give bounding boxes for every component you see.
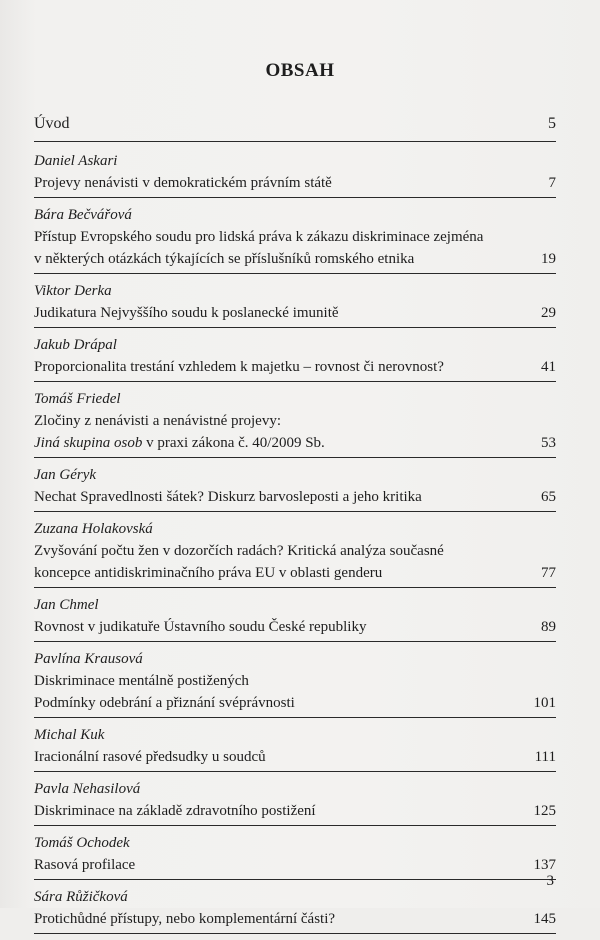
toc-page-number: 101 [533,695,556,711]
toc-author: Daniel Askari [34,153,118,169]
toc-entry[interactable] [34,388,556,458]
toc-page-number: 89 [541,619,556,635]
toc-page-number: 125 [533,803,556,819]
toc-entry[interactable] [34,724,556,772]
toc-entry-title: Nechat Spravedlnosti šátek? Diskurz barvosleposti a jeho kritika [34,489,422,505]
toc-entry-title: Zločiny z nenávisti a nenávistné projevy: [34,413,282,429]
toc-entry-title: Přístup Evropského soudu pro lidská práva k zákazu diskriminace zejména [34,229,484,245]
toc-author: Tomáš Ochodek [34,835,130,851]
toc-entry[interactable] [34,204,556,274]
toc-entry-intro[interactable] [34,113,556,142]
toc-entry-title: Judikatura Nejvyššího soudu k poslanecké imunitě [34,305,339,321]
toc-author: Zuzana Holakovská [34,521,153,537]
toc-page-number: 29 [541,305,556,321]
toc-entry[interactable] [34,832,556,880]
toc-entry[interactable] [34,150,556,198]
toc-page-number: 19 [541,251,556,267]
page-title: OBSAH [265,60,335,81]
toc-entry[interactable] [34,648,556,718]
toc-entry-title: Diskriminace mentálně postižených [34,673,249,689]
toc-entry-title: Rasová profilace [34,857,136,873]
toc-entry[interactable] [34,886,556,934]
toc-page-number: 137 [533,857,556,873]
toc-author: Tomáš Friedel [34,391,121,407]
toc-page-number: 5 [548,115,556,132]
toc-page-number: 77 [541,565,556,581]
table-of-contents [34,113,556,940]
toc-entry-title: Projevy nenávisti v demokratickém právním státě [34,175,332,191]
toc-author: Bára Bečvářová [34,207,132,223]
toc-author: Jan Géryk [34,467,97,483]
page-number: 3 [546,873,554,889]
toc-page-number: 65 [541,489,556,505]
toc-page-number: 7 [548,175,556,191]
toc-author: Pavla Nehasilová [34,781,141,797]
toc-page-number: 111 [534,749,556,765]
toc-entry-title: Protichůdné přístupy, nebo komplementární části? [34,911,336,927]
toc-entry[interactable] [34,464,556,512]
toc-entry[interactable] [34,518,556,588]
toc-entry-title: Iracionální rasové předsudky u soudců [34,749,266,765]
toc-author: Viktor Derka [34,283,112,299]
toc-entry-title: Diskriminace na základě zdravotního postižení [34,803,316,819]
toc-author: Michal Kuk [34,727,105,743]
toc-entry[interactable] [34,280,556,328]
toc-entry-title-cont: Podmínky odebrání a přiznání svéprávnosti [34,695,295,711]
toc-entry-title: Rovnost v judikatuře Ústavního soudu České republiky [34,619,367,635]
toc-page-number: 145 [533,911,556,927]
toc-entry-title-cont [34,432,508,454]
toc-entry-title: Úvod [34,115,70,132]
toc-title-italic: Jiná skupina osob [34,435,143,451]
toc-title-rest: v praxi zákona č. 40/2009 Sb. [142,435,325,451]
toc-entry[interactable] [34,778,556,826]
toc-author: Sára Růžičková [34,889,128,905]
toc-author: Jakub Drápal [34,337,117,353]
toc-author: Pavlína Krausová [34,651,143,667]
toc-entry[interactable] [34,594,556,642]
toc-entry-title: Proporcionalita trestání vzhledem k majetku – rovnost či nerovnost? [34,359,444,375]
toc-page-number: 53 [541,435,556,451]
toc-entry-title-cont: v některých otázkách týkajících se příslušníků romského etnika [34,251,415,267]
toc-page-number: 41 [541,359,556,375]
toc-author: Jan Chmel [34,597,99,613]
toc-entry-title: Zvyšování počtu žen v dozorčích radách? Kritická analýza současné [34,543,444,559]
toc-entry[interactable] [34,334,556,382]
toc-entry-title-cont: koncepce antidiskriminačního práva EU v oblasti genderu [34,565,383,581]
